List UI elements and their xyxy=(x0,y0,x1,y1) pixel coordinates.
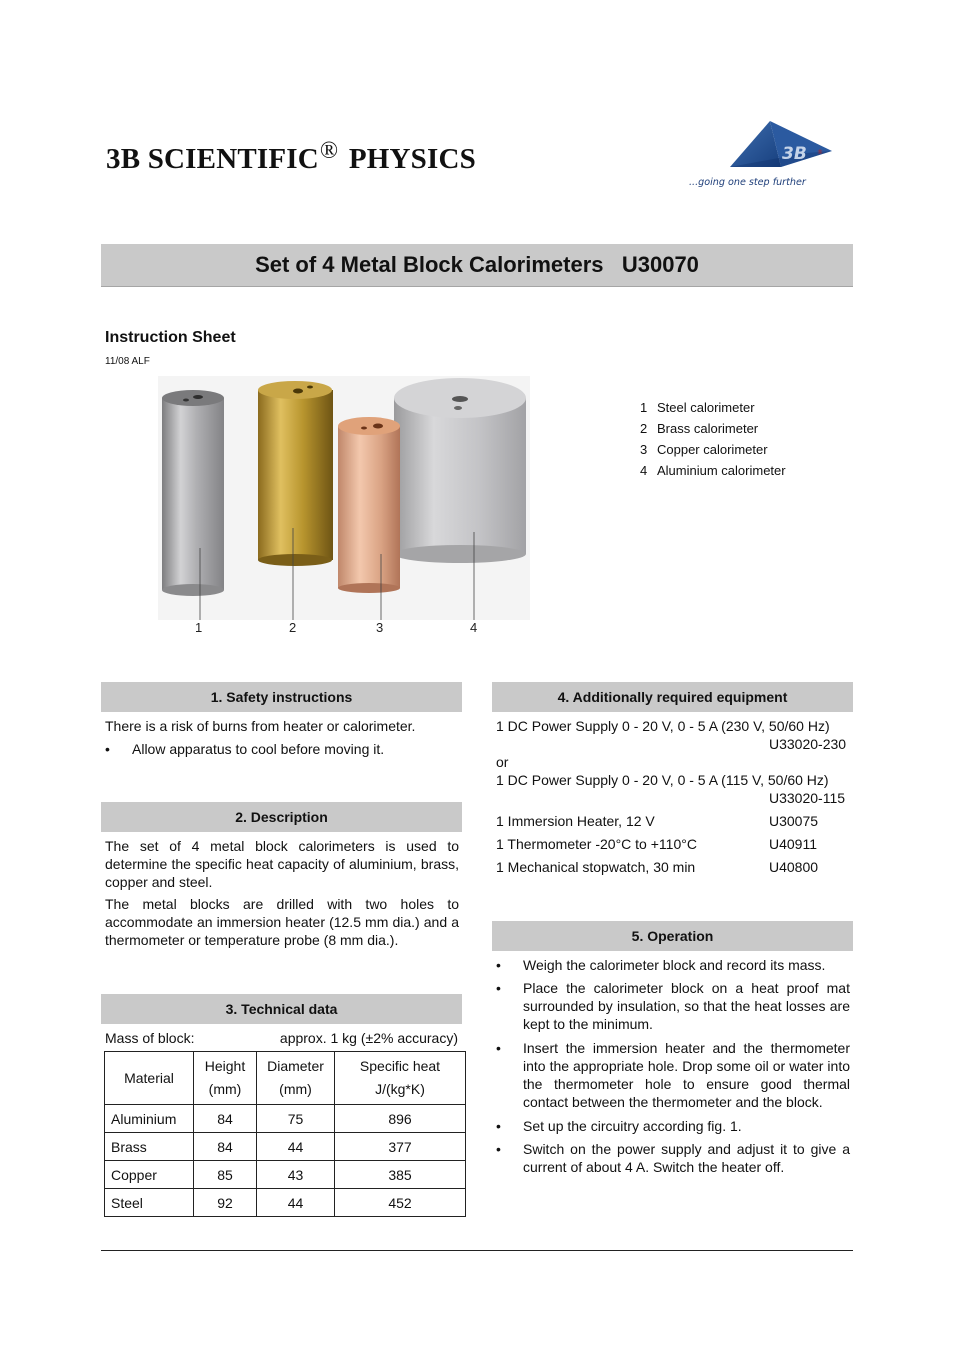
table-row xyxy=(105,1105,466,1133)
table-cell: 377 xyxy=(335,1133,466,1161)
table-cell: Steel xyxy=(105,1189,194,1217)
equipment-psu-230-code: U33020-230 xyxy=(769,736,847,752)
equipment-psu-115-code: U33020-115 xyxy=(769,790,846,806)
figure-label-2: 2 xyxy=(289,620,297,635)
equipment-section xyxy=(496,717,848,876)
table-cell: 44 xyxy=(257,1133,335,1161)
operation-section xyxy=(496,956,850,1176)
revision-date: 11/08 ALF xyxy=(105,356,150,367)
equipment-or: or xyxy=(496,754,509,770)
description-paragraph-2: The metal blocks are drilled with two holes to accommodate an immersion heater (12.5 mm dia.) and a thermometer or temperature probe (8 mm dia.). xyxy=(105,896,459,948)
table-cell: Brass xyxy=(105,1133,194,1161)
table-cell: 75 xyxy=(257,1105,335,1133)
figure-legend xyxy=(640,397,786,481)
table-cell: 44 xyxy=(257,1189,335,1217)
brand-suffix: PHYSICS xyxy=(348,143,476,175)
description-section xyxy=(105,837,459,949)
footer-rule xyxy=(101,1250,853,1251)
column-header: Diameter (mm) xyxy=(257,1052,335,1105)
table-cell: 452 xyxy=(335,1189,466,1217)
legend-item: 3 Copper calorimeter xyxy=(640,442,768,457)
table-cell: 92 xyxy=(194,1189,257,1217)
operation-step: • Insert the immersion heater and the thermometer into the appropriate hole. Drop some oil or water into the thermometer hole to ensure good thermal contact between the thermometer and the block. xyxy=(496,1040,850,1110)
legend-item: 4 Aluminium calorimeter xyxy=(640,463,786,478)
brand-main: 3B SCIENTIFIC xyxy=(106,143,319,175)
figure-label-1: 1 xyxy=(195,620,203,635)
safety-bullet: • Allow apparatus to cool before moving it. xyxy=(105,741,385,757)
table-cell: Aluminium xyxy=(105,1105,194,1133)
brand-title xyxy=(106,138,476,176)
table-row xyxy=(105,1189,466,1217)
legend-item: 1 Steel calorimeter xyxy=(640,400,755,415)
table-cell: 896 xyxy=(335,1105,466,1133)
table-cell: 85 xyxy=(194,1161,257,1189)
calorimeters-photo xyxy=(158,376,530,640)
column-header: Height (mm) xyxy=(194,1052,257,1105)
operation-heading: 5. Operation xyxy=(492,921,853,951)
mass-row xyxy=(105,1029,458,1047)
operation-step: • Set up the circuitry according fig. 1. xyxy=(496,1118,742,1134)
document-title: Set of 4 Metal Block Calorimeters U30070 xyxy=(101,244,853,287)
safety-heading: 1. Safety instructions xyxy=(101,682,462,712)
instruction-sheet-heading: Instruction Sheet xyxy=(105,329,236,346)
operation-step: • Weigh the calorimeter block and record its mass. xyxy=(496,957,826,973)
technical-heading: 3. Technical data xyxy=(101,994,462,1024)
equipment-psu-115: 1 DC Power Supply 0 - 20 V, 0 - 5 A (115 V, 50/60 Hz) xyxy=(496,772,829,788)
table-cell: 385 xyxy=(335,1161,466,1189)
logo-tagline: ...going one step further xyxy=(689,177,806,188)
brand-logo xyxy=(686,113,836,193)
column-header: Material xyxy=(105,1052,194,1105)
equipment-item: 1 Immersion Heater, 12 V U30075 xyxy=(496,813,819,829)
table-row xyxy=(105,1161,466,1189)
figure-label-3: 3 xyxy=(376,620,384,635)
equipment-heading: 4. Additionally required equipment xyxy=(492,682,853,712)
logo-text: 3B xyxy=(782,144,807,164)
safety-section xyxy=(105,717,462,758)
table-cell: 84 xyxy=(194,1133,257,1161)
table-cell: Copper xyxy=(105,1161,194,1189)
table-cell: 43 xyxy=(257,1161,335,1189)
registered-mark: ® xyxy=(319,138,339,164)
table-row xyxy=(105,1133,466,1161)
table-header-row xyxy=(105,1052,466,1105)
mass-value: approx. 1 kg (±2% accuracy) xyxy=(279,1030,458,1046)
operation-step: • Switch on the power supply and adjust it to give a current of about 4 A. Switch the heater off. xyxy=(496,1141,850,1175)
safety-text: There is a risk of burns from heater or calorimeter. xyxy=(105,718,416,734)
operation-step: • Place the calorimeter block on a heat proof mat surrounded by insulation, so that the heat losses are kept to the minimum. xyxy=(496,980,850,1032)
mass-label: Mass of block: xyxy=(105,1030,195,1046)
svg-text:®: ® xyxy=(817,149,823,156)
description-paragraph-1: The set of 4 metal block calorimeters is used to determine the specific heat capacity of aluminium, brass, copper and steel. xyxy=(105,838,459,890)
equipment-item: 1 Thermometer -20°C to +110°C U40911 xyxy=(496,836,818,852)
table-cell: 84 xyxy=(194,1105,257,1133)
column-header: Specific heat J/(kg*K) xyxy=(335,1052,466,1105)
equipment-psu-230: 1 DC Power Supply 0 - 20 V, 0 - 5 A (230 V, 50/60 Hz) xyxy=(496,718,830,734)
equipment-item: 1 Mechanical stopwatch, 30 min U40800 xyxy=(496,859,819,875)
technical-data-table xyxy=(104,1051,466,1217)
legend-item: 2 Brass calorimeter xyxy=(640,421,759,436)
description-heading: 2. Description xyxy=(101,802,462,832)
figure-label-4: 4 xyxy=(470,620,478,635)
